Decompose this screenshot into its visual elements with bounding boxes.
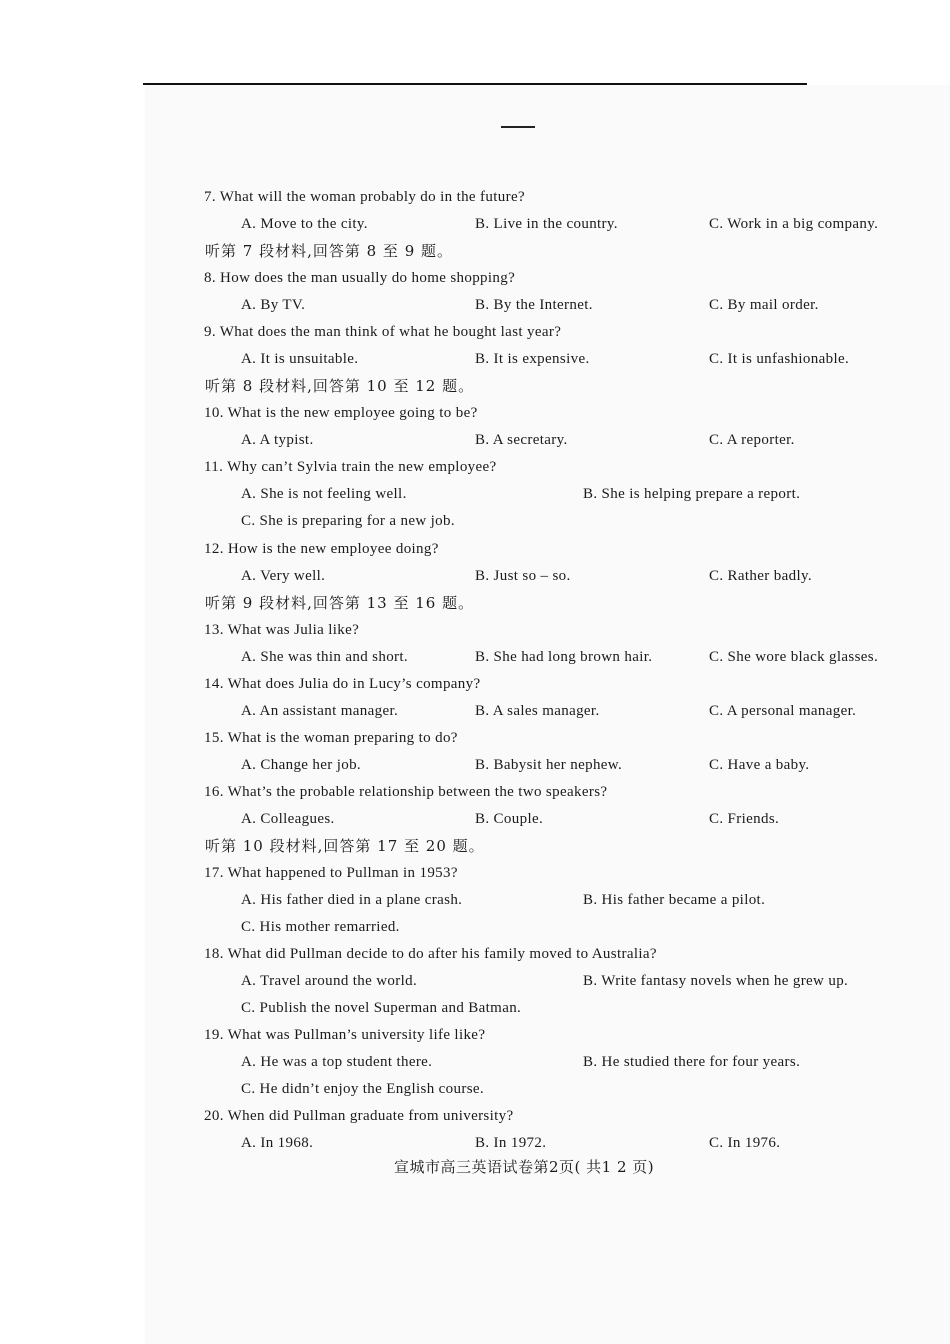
question-15-option-c: C. Have a baby. — [709, 757, 810, 773]
question-13-option-a: A. She was thin and short. — [241, 649, 409, 665]
section-8-instruction: 听第 8 段材料,回答第 10 至 12 题。 — [205, 377, 475, 395]
header-mark — [501, 126, 535, 128]
question-18-option-c: C. Publish the novel Superman and Batman. — [241, 1000, 522, 1016]
question-8-option-c: C. By mail order. — [709, 297, 819, 313]
question-15-option-a: A. Change her job. — [241, 757, 362, 773]
question-18-option-b: B. Write fantasy novels when he grew up. — [583, 973, 849, 989]
question-7-option-b: B. Live in the country. — [475, 216, 618, 232]
question-12-option-a: A. Very well. — [241, 568, 326, 584]
question-16-stem: 16. What’s the probable relationship between the two speakers? — [204, 784, 608, 800]
question-8-stem: 8. How does the man usually do home shopping? — [204, 270, 516, 286]
question-9-stem: 9. What does the man think of what he bought last year? — [204, 324, 562, 340]
question-19-option-b: B. He studied there for four years. — [583, 1054, 801, 1070]
page-footer: 宣城市高三英语试卷第2页( 共1 2 页) — [394, 1158, 655, 1176]
question-7-option-a: A. Move to the city. — [241, 216, 368, 232]
question-17-option-a: A. His father died in a plane crash. — [241, 892, 463, 908]
question-20-stem: 20. When did Pullman graduate from university? — [204, 1108, 514, 1124]
question-9-option-a: A. It is unsuitable. — [241, 351, 359, 367]
section-9-instruction: 听第 9 段材料,回答第 13 至 16 题。 — [205, 594, 475, 612]
question-12-stem: 12. How is the new employee doing? — [204, 541, 439, 557]
question-20-option-c: C. In 1976. — [709, 1135, 781, 1151]
question-10-stem: 10. What is the new employee going to be? — [204, 405, 478, 421]
question-10-option-b: B. A secretary. — [475, 432, 568, 448]
question-14-option-c: C. A personal manager. — [709, 703, 857, 719]
question-14-option-a: A. An assistant manager. — [241, 703, 399, 719]
question-9-option-c: C. It is unfashionable. — [709, 351, 850, 367]
question-16-option-a: A. Colleagues. — [241, 811, 335, 827]
question-17-option-b: B. His father became a pilot. — [583, 892, 766, 908]
question-10-option-a: A. A typist. — [241, 432, 314, 448]
question-18-stem: 18. What did Pullman decide to do after his family moved to Australia? — [204, 946, 657, 962]
question-13-option-b: B. She had long brown hair. — [475, 649, 653, 665]
question-7-option-c: C. Work in a big company. — [709, 216, 879, 232]
question-19-option-a: A. He was a top student there. — [241, 1054, 433, 1070]
question-8-option-a: A. By TV. — [241, 297, 306, 313]
question-9-option-b: B. It is expensive. — [475, 351, 590, 367]
question-14-option-b: B. A sales manager. — [475, 703, 600, 719]
question-11-option-b: B. She is helping prepare a report. — [583, 486, 801, 502]
question-12-option-c: C. Rather badly. — [709, 568, 812, 584]
section-7-instruction: 听第 7 段材料,回答第 8 至 9 题。 — [205, 242, 454, 260]
question-7-stem: 7. What will the woman probably do in the future? — [204, 189, 525, 205]
question-15-option-b: B. Babysit her nephew. — [475, 757, 623, 773]
question-10-option-c: C. A reporter. — [709, 432, 795, 448]
question-11-option-a: A. She is not feeling well. — [241, 486, 407, 502]
question-12-option-b: B. Just so – so. — [475, 568, 571, 584]
question-14-stem: 14. What does Julia do in Lucy’s company? — [204, 676, 481, 692]
question-15-stem: 15. What is the woman preparing to do? — [204, 730, 458, 746]
question-13-stem: 13. What was Julia like? — [204, 622, 360, 638]
question-19-stem: 19. What was Pullman’s university life like? — [204, 1027, 486, 1043]
question-17-stem: 17. What happened to Pullman in 1953? — [204, 865, 458, 881]
section-10-instruction: 听第 10 段材料,回答第 17 至 20 题。 — [205, 837, 485, 855]
question-20-option-a: A. In 1968. — [241, 1135, 314, 1151]
question-11-option-c: C. She is preparing for a new job. — [241, 513, 455, 529]
question-13-option-c: C. She wore black glasses. — [709, 649, 879, 665]
question-20-option-b: B. In 1972. — [475, 1135, 547, 1151]
top-rule — [143, 83, 807, 85]
question-18-option-a: A. Travel around the world. — [241, 973, 418, 989]
question-11-stem: 11. Why can’t Sylvia train the new employee? — [204, 459, 497, 475]
question-8-option-b: B. By the Internet. — [475, 297, 593, 313]
question-16-option-c: C. Friends. — [709, 811, 780, 827]
question-16-option-b: B. Couple. — [475, 811, 544, 827]
question-17-option-c: C. His mother remarried. — [241, 919, 400, 935]
question-19-option-c: C. He didn’t enjoy the English course. — [241, 1081, 484, 1097]
